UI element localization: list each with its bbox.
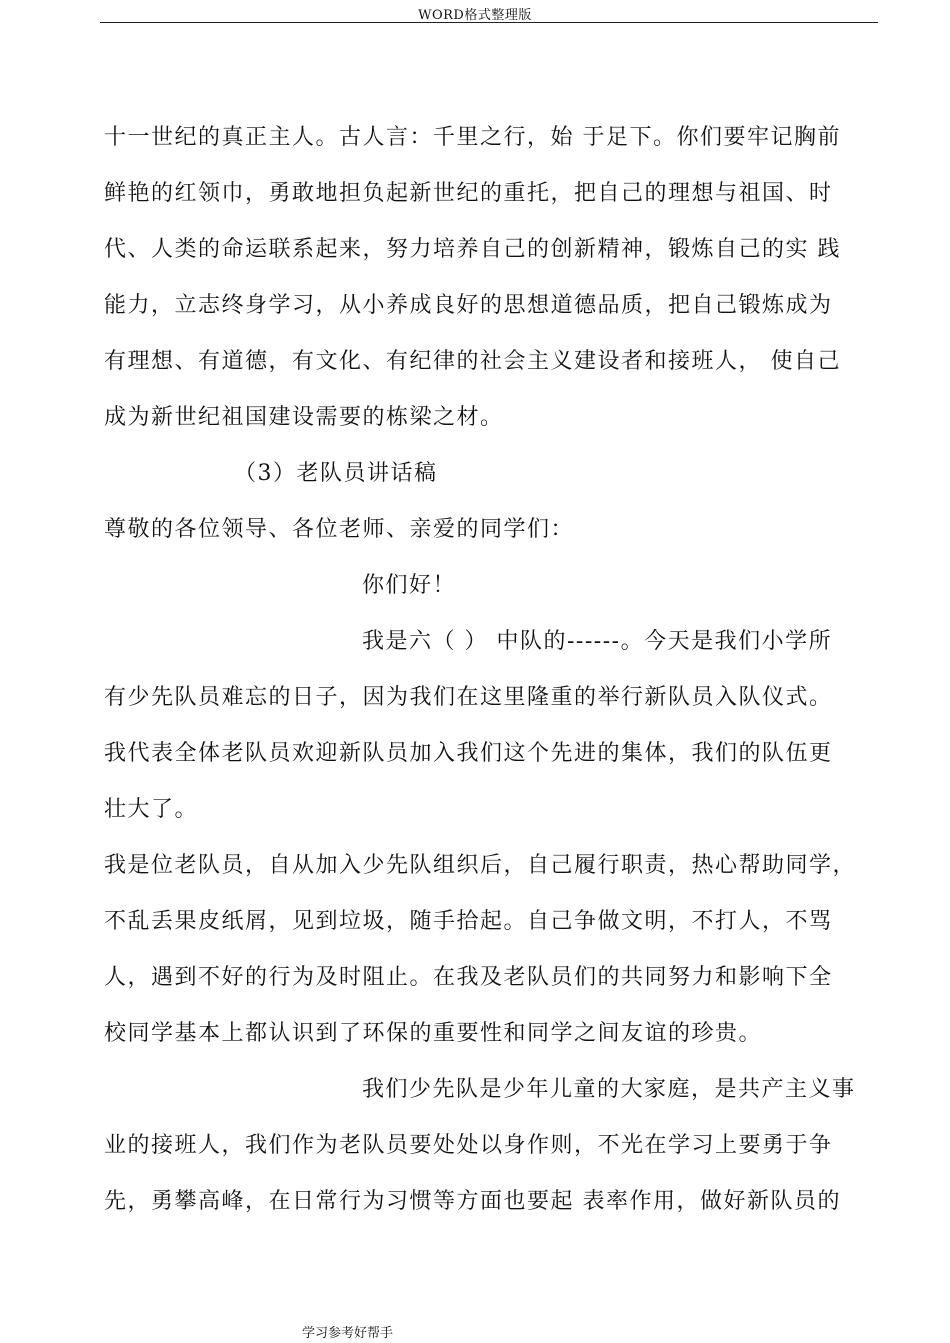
paragraph-line: 代、人类的命运联系起来，努力培养自己的创新精神，锻炼自己的实 践 bbox=[104, 237, 841, 262]
paragraph-line: 校同学基本上都认识到了环保的重要性和同学之间友谊的珍贵。 bbox=[104, 1021, 763, 1046]
paragraph-line: 我们少先队是少年儿童的大家庭，是共产主义事 bbox=[362, 1077, 856, 1102]
salutation: 尊敬的各位领导、各位老师、亲爱的同学们： bbox=[104, 517, 575, 542]
paragraph-line: 有少先队员难忘的日子，因为我们在这里隆重的举行新队员入队仪式。 bbox=[104, 685, 833, 710]
page-header: WORD格式整理版 bbox=[418, 8, 532, 23]
paragraph-line: 业的接班人，我们作为老队员要处处以身作则，不光在学习上要勇于争 bbox=[104, 1133, 833, 1158]
paragraph-line: 我代表全体老队员欢迎新队员加入我们这个先进的集体，我们的队伍更 bbox=[104, 741, 833, 766]
paragraph-line: 先，勇攀高峰，在日常行为习惯等方面也要起 表率作用，做好新队员的 bbox=[104, 1189, 841, 1214]
paragraph-line: 壮大了。 bbox=[104, 797, 199, 822]
paragraph-line: 有理想、有道德，有文化、有纪律的社会主义建设者和接班人， 使自己 bbox=[104, 349, 841, 374]
paragraph-line: 成为新世纪祖国建设需要的栋梁之材。 bbox=[104, 405, 504, 430]
paragraph-line: 能力，立志终身学习，从小养成良好的思想道德品质，把自己锻炼成为 bbox=[104, 293, 833, 318]
paragraph-line: 不乱丢果皮纸屑，见到垃圾，随手拾起。自己争做文明，不打人，不骂 bbox=[104, 909, 833, 934]
paragraph-line: 十一世纪的真正主人。古人言：千里之行，始 于足下。你们要牢记胸前 bbox=[104, 125, 841, 150]
greeting: 你们好！ bbox=[362, 573, 457, 598]
section-heading: （3）老队员讲话稿 bbox=[234, 461, 438, 486]
document-body bbox=[104, 110, 874, 1230]
page-footer: 学习参考好帮手 bbox=[302, 1326, 394, 1341]
paragraph-line: 我是位老队员，自从加入少先队组织后，自己履行职责，热心帮助同学， bbox=[104, 853, 857, 878]
paragraph-line: 人，遇到不好的行为及时阻止。在我及老队员们的共同努力和影响下全 bbox=[104, 965, 833, 990]
paragraph-line: 我是六（ ） 中队的------。今天是我们小学所 bbox=[362, 629, 833, 654]
header-divider bbox=[100, 22, 878, 23]
paragraph-line: 鲜艳的红领巾，勇敢地担负起新世纪的重托，把自己的理想与祖国、时 bbox=[104, 181, 833, 206]
